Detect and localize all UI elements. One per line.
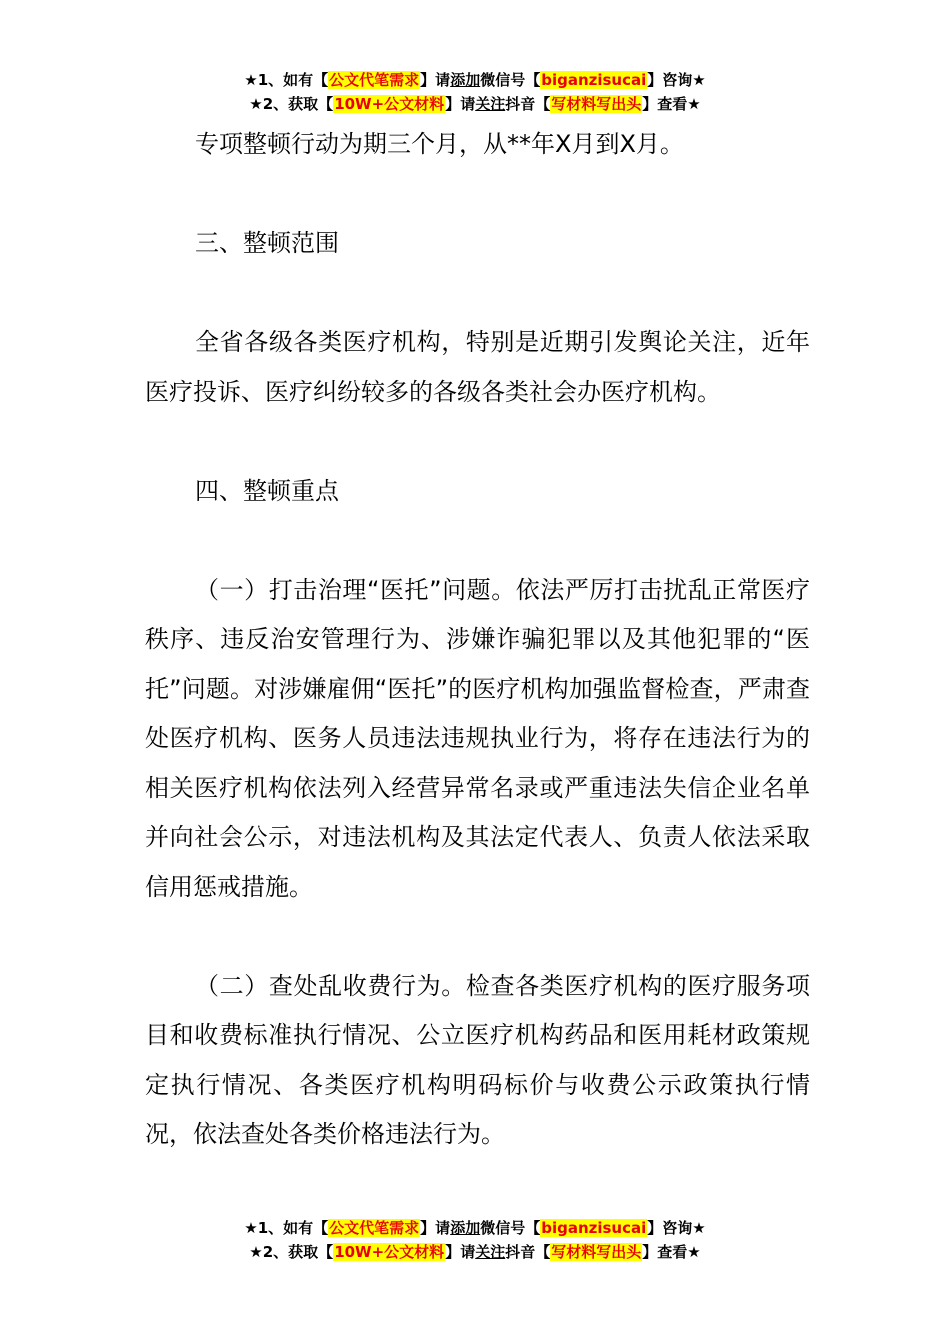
banner-highlight: 10W+公文材料: [334, 1243, 445, 1261]
header-banner: [0, 68, 950, 116]
document-body: [145, 120, 810, 1209]
paragraph-duration: 专项整顿行动为期三个月，从**年X月到X月。: [195, 130, 684, 158]
paragraph-focus-1: （一）打击治理“医托”问题。依法严厉打击扰乱正常医疗秩序、违反治安管理行为、涉嫌诈骗犯罪以及其他犯罪的“医托”问题。对涉嫌雇佣“医托”的医疗机构加强监督检查，严肃查处医疗机构、医务人员违法违规执业行为，将存在违法行为的相关医疗机构依法列入经营异常名录或严重违法失信企业名单并向社会公示，对违法机构及其法定代表人、负责人依法采取信用惩戒措施。: [145, 575, 810, 901]
banner-highlight: biganzisucai: [541, 1219, 647, 1237]
banner-highlight: biganzisucai: [541, 71, 647, 89]
footer-banner: [0, 1216, 950, 1264]
banner-line-1: ★1、如有【公文代笔需求】请添加微信号【biganzisucai】咨询★: [244, 71, 706, 89]
section-heading-focus: 四、整顿重点: [195, 476, 339, 505]
banner-highlight: 写材料写出头: [551, 1243, 642, 1261]
banner-highlight: 写材料写出头: [551, 95, 642, 113]
paragraph-focus-2: （二）查处乱收费行为。检查各类医疗机构的医疗服务项目和收费标准执行情况、公立医疗机构药品和医用耗材政策规定执行情况、各类医疗机构明码标价与收费公示政策执行情况，依法查处各类价格违法行为。: [145, 971, 810, 1148]
banner-highlight: 公文代笔需求: [329, 1219, 420, 1237]
paragraph-scope: 全省各级各类医疗机构，特别是近期引发舆论关注，近年医疗投诉、医疗纠纷较多的各级各类社会办医疗机构。: [145, 328, 810, 406]
section-heading-scope: 三、整顿范围: [195, 229, 339, 257]
banner-highlight: 10W+公文材料: [334, 95, 445, 113]
banner-highlight: 公文代笔需求: [329, 71, 420, 89]
banner-line-2: ★2、获取【10W+公文材料】请关注抖音【写材料写出头】查看★: [249, 1243, 701, 1261]
banner-line-2: ★2、获取【10W+公文材料】请关注抖音【写材料写出头】查看★: [249, 95, 701, 113]
banner-line-1: ★1、如有【公文代笔需求】请添加微信号【biganzisucai】咨询★: [244, 1219, 706, 1237]
